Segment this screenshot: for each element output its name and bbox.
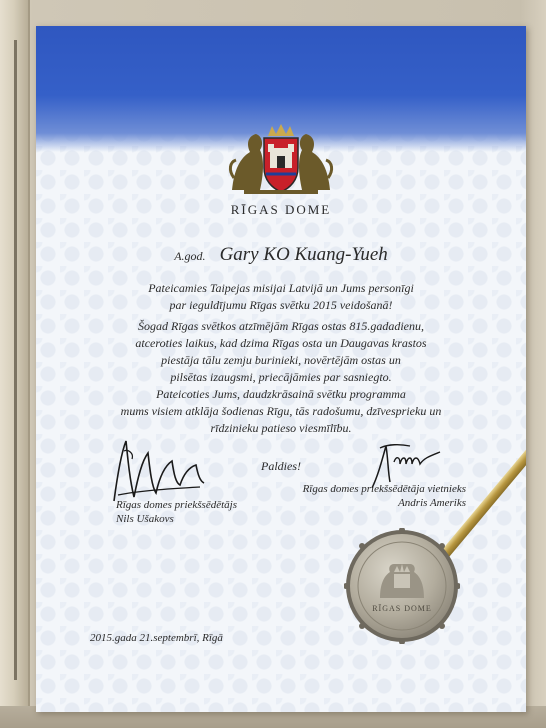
left-signer-name: Nils Ušakovs bbox=[116, 513, 174, 525]
right-signer-name: Andris Ameriks bbox=[398, 497, 466, 509]
text-line: rīdzinieku patieso viesmīlību. bbox=[210, 421, 352, 435]
riga-dome-label: RĪGAS DOME bbox=[230, 202, 332, 217]
recipient-line bbox=[36, 244, 526, 266]
left-signer-title: Rīgas domes priekšsēdētājs bbox=[116, 499, 237, 511]
closing-thanks: Paldies! bbox=[261, 459, 301, 473]
embossed-seal-icon bbox=[344, 528, 460, 644]
left-signer bbox=[116, 498, 237, 526]
text-line: piestāja tālu zemju burinieki, novērtējām ostas un bbox=[161, 353, 401, 367]
seal-text: RĪGAS DOME bbox=[372, 604, 432, 613]
text-line: atceroties laikus, kad dzima Rīgas osta un Daugavas krastos bbox=[135, 336, 427, 350]
right-signer-title: Rīgas domes priekšsēdētāja vietnieks bbox=[302, 483, 466, 495]
text-line: par ieguldījumu Rīgas svētku 2015 veidošanā! bbox=[169, 298, 393, 312]
salutation: A.god. bbox=[174, 249, 206, 263]
text-line: Šogad Rīgas svētkos atzīmējām Rīgas ostas 815.gadadienu, bbox=[138, 319, 424, 333]
main-paragraph bbox=[66, 318, 496, 437]
thanks-paragraph bbox=[66, 280, 496, 314]
right-signer bbox=[266, 482, 466, 510]
recipient-name: Gary KO Kuang-Yueh bbox=[219, 244, 388, 265]
issue-date: 2015.gada 21.septembrī, Rīgā bbox=[90, 632, 223, 644]
certificate-paper bbox=[36, 26, 526, 712]
text-line: mums visiem atklāja šodienas Rīgu, tās radošumu, dzīvesprieku un bbox=[120, 404, 442, 418]
riga-coat-of-arms-icon bbox=[224, 118, 338, 196]
text-line: pilsētas izaugsmi, priecājāmies par sasniegto. bbox=[170, 370, 392, 384]
text-line: Pateicamies Taipejas misijai Latvijā un Jums personīgi bbox=[148, 281, 414, 295]
folder-edge bbox=[14, 40, 17, 680]
text-line: Pateicoties Jums, daudzkrāsainā svētku programma bbox=[156, 387, 406, 401]
